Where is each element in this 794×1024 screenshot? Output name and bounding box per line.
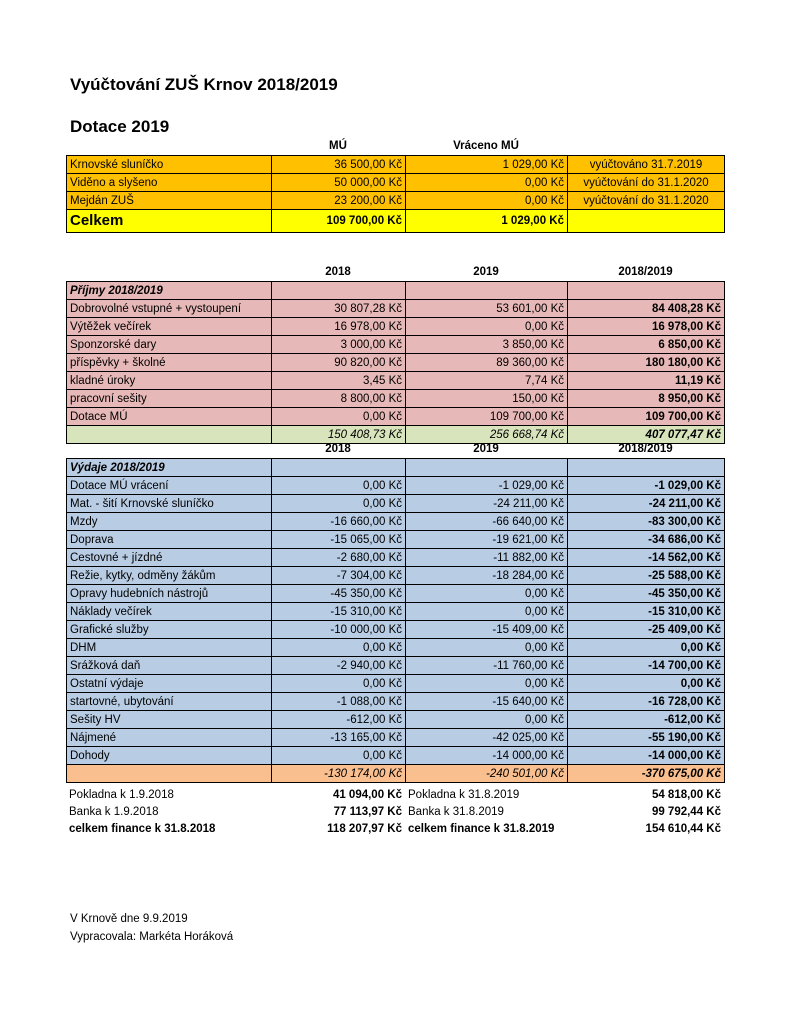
cell-2019: 53 601,00 Kč xyxy=(406,300,568,318)
row-label: Doprava xyxy=(67,531,272,549)
row-label: Srážková daň xyxy=(67,657,272,675)
row-label: DHM xyxy=(67,639,272,657)
cell-2018: 0,00 Kč xyxy=(272,495,406,513)
row-label: Mejdán ZUŠ xyxy=(67,192,272,210)
table-row xyxy=(67,336,725,354)
cell-2018: -15 310,00 Kč xyxy=(272,603,406,621)
cell-note: vyúčtování do 31.1.2020 xyxy=(568,192,725,210)
row-label: Výtěžek večírek xyxy=(67,318,272,336)
cell-2019: 0,00 Kč xyxy=(406,639,568,657)
cell-2018: 90 820,00 Kč xyxy=(272,354,406,372)
finance-value: 41 094,00 Kč xyxy=(332,788,402,801)
cell-total: 6 850,00 Kč xyxy=(568,336,725,354)
header-mu: MÚ xyxy=(329,139,347,152)
cell-2019: -19 621,00 Kč xyxy=(406,531,568,549)
author: Vypracovala: Markéta Horáková xyxy=(70,931,234,943)
prijmy-table xyxy=(66,281,725,444)
section-title: Příjmy 2018/2019 xyxy=(67,282,272,300)
cell-total: 84 408,28 Kč xyxy=(568,300,725,318)
table-row xyxy=(67,693,725,711)
sum-2018: 150 408,73 Kč xyxy=(272,426,406,444)
finance-value: 118 207,97 Kč xyxy=(327,822,402,835)
sum-2018: -130 174,00 Kč xyxy=(272,765,406,783)
section-row xyxy=(67,282,725,300)
table-row xyxy=(67,603,725,621)
finance-label: Banka k 1.9.2018 xyxy=(69,805,159,818)
cell-total: 8 950,00 Kč xyxy=(568,390,725,408)
row-label: Ostatní výdaje xyxy=(67,675,272,693)
table-row xyxy=(67,657,725,675)
finance-summary xyxy=(66,786,724,837)
cell-2019: 89 360,00 Kč xyxy=(406,354,568,372)
header-2018: 2018 xyxy=(325,265,351,278)
cell-2019: 0,00 Kč xyxy=(406,318,568,336)
row-label: Nájmené xyxy=(67,729,272,747)
cell-total: -25 588,00 Kč xyxy=(568,567,725,585)
table-row xyxy=(67,567,725,585)
dotace-body xyxy=(66,155,725,233)
row-label: Viděno a slyšeno xyxy=(67,174,272,192)
cell-total: -34 686,00 Kč xyxy=(568,531,725,549)
row-label: startovné, ubytování xyxy=(67,693,272,711)
cell-mu: 50 000,00 Kč xyxy=(272,174,406,192)
table-row xyxy=(67,495,725,513)
cell-2018: -10 000,00 Kč xyxy=(272,621,406,639)
footer xyxy=(70,910,233,946)
table-row xyxy=(67,372,725,390)
row-label: Dotace MÚ xyxy=(67,408,272,426)
cell-2019: -1 029,00 Kč xyxy=(406,477,568,495)
sum-row xyxy=(67,765,725,783)
finance-row xyxy=(66,786,724,803)
sum-total: -370 675,00 Kč xyxy=(568,765,725,783)
cell-total: -15 310,00 Kč xyxy=(568,603,725,621)
cell-2018: 0,00 Kč xyxy=(272,639,406,657)
row-label: Sponzorské dary xyxy=(67,336,272,354)
cell-2018: 16 978,00 Kč xyxy=(272,318,406,336)
cell-2019: -14 000,00 Kč xyxy=(406,747,568,765)
table-row xyxy=(67,729,725,747)
header-2019: 2019 xyxy=(473,442,499,455)
table-row xyxy=(67,174,725,192)
cell-total: 0,00 Kč xyxy=(568,675,725,693)
cell-total: -14 000,00 Kč xyxy=(568,747,725,765)
dotace-header-row xyxy=(66,137,724,154)
cell-2018: 30 807,28 Kč xyxy=(272,300,406,318)
cell-2018: -1 088,00 Kč xyxy=(272,693,406,711)
place-date: V Krnově dne 9.9.2019 xyxy=(70,913,188,925)
cell-2018: -45 350,00 Kč xyxy=(272,585,406,603)
cell-total: -83 300,00 Kč xyxy=(568,513,725,531)
table-row xyxy=(67,192,725,210)
cell-total: -45 350,00 Kč xyxy=(568,585,725,603)
vydaje-table xyxy=(66,458,725,783)
header-2019: 2019 xyxy=(473,265,499,278)
cell-total: 0,00 Kč xyxy=(568,639,725,657)
row-label: Opravy hudebních nástrojů xyxy=(67,585,272,603)
row-label: Mat. - šití Krnovské sluníčko xyxy=(67,495,272,513)
table-row xyxy=(67,675,725,693)
finance-label: Banka k 31.8.2019 xyxy=(408,805,504,818)
total-mu: 109 700,00 Kč xyxy=(272,210,406,233)
table-row xyxy=(67,318,725,336)
cell-total: 16 978,00 Kč xyxy=(568,318,725,336)
header-2018-2019: 2018/2019 xyxy=(618,265,673,278)
vydaje-header xyxy=(66,440,724,457)
cell-2019: 0,00 Kč xyxy=(406,711,568,729)
finance-value: 77 113,97 Kč xyxy=(333,805,402,818)
cell-total: 11,19 Kč xyxy=(568,372,725,390)
finance-value: 154 610,44 Kč xyxy=(645,822,721,835)
cell-2018: -2 680,00 Kč xyxy=(272,549,406,567)
cell-2018: 0,00 Kč xyxy=(272,477,406,495)
cell-total: -14 562,00 Kč xyxy=(568,549,725,567)
table-row xyxy=(67,354,725,372)
row-label: kladné úroky xyxy=(67,372,272,390)
finance-label: celkem finance k 31.8.2018 xyxy=(69,822,216,835)
cell-2018: 3,45 Kč xyxy=(272,372,406,390)
table-row xyxy=(67,156,725,174)
cell-2018: 0,00 Kč xyxy=(272,747,406,765)
cell-2019: -15 409,00 Kč xyxy=(406,621,568,639)
total-row xyxy=(67,210,725,233)
row-label: Sešity HV xyxy=(67,711,272,729)
sum-2019: -240 501,00 Kč xyxy=(406,765,568,783)
cell-note: vyúčtování do 31.1.2020 xyxy=(568,174,725,192)
finance-label: Pokladna k 31.8.2019 xyxy=(408,788,520,801)
section-row xyxy=(67,459,725,477)
row-label: Dobrovolné vstupné + vystoupení xyxy=(67,300,272,318)
table-row xyxy=(67,747,725,765)
table-row xyxy=(67,549,725,567)
cell-2019: -15 640,00 Kč xyxy=(406,693,568,711)
cell-mu: 36 500,00 Kč xyxy=(272,156,406,174)
cell-total: 109 700,00 Kč xyxy=(568,408,725,426)
cell-2019: -66 640,00 Kč xyxy=(406,513,568,531)
cell-2019: 3 850,00 Kč xyxy=(406,336,568,354)
row-label: Dotace MÚ vrácení xyxy=(67,477,272,495)
cell-2018: -7 304,00 Kč xyxy=(272,567,406,585)
total-label: Celkem xyxy=(67,210,272,233)
cell-2019: -42 025,00 Kč xyxy=(406,729,568,747)
table-row xyxy=(67,531,725,549)
cell-mu: 23 200,00 Kč xyxy=(272,192,406,210)
finance-value: 99 792,44 Kč xyxy=(651,805,721,818)
cell-2018: -15 065,00 Kč xyxy=(272,531,406,549)
header-2018-2019: 2018/2019 xyxy=(618,442,673,455)
cell-2019: 0,00 Kč xyxy=(406,585,568,603)
row-label: Náklady večírek xyxy=(67,603,272,621)
cell-2019: -18 284,00 Kč xyxy=(406,567,568,585)
row-label: příspěvky + školné xyxy=(67,354,272,372)
row-label: Krnovské sluníčko xyxy=(67,156,272,174)
table-row xyxy=(67,711,725,729)
cell-2018: 8 800,00 Kč xyxy=(272,390,406,408)
cell-total: -1 029,00 Kč xyxy=(568,477,725,495)
cell-2019: -24 211,00 Kč xyxy=(406,495,568,513)
row-label: Dohody xyxy=(67,747,272,765)
dotace-heading: Dotace 2019 xyxy=(70,117,170,136)
sum-2019: 256 668,74 Kč xyxy=(406,426,568,444)
finance-row xyxy=(66,820,724,837)
cell-total: -24 211,00 Kč xyxy=(568,495,725,513)
row-label: Cestovné + jízdné xyxy=(67,549,272,567)
section-title: Výdaje 2018/2019 xyxy=(67,459,272,477)
cell-2019: 0,00 Kč xyxy=(406,675,568,693)
finance-label: Pokladna k 1.9.2018 xyxy=(69,788,174,801)
cell-2019: -11 760,00 Kč xyxy=(406,657,568,675)
table-row xyxy=(67,639,725,657)
table-row xyxy=(67,390,725,408)
cell-vraceno: 1 029,00 Kč xyxy=(406,156,568,174)
cell-vraceno: 0,00 Kč xyxy=(406,192,568,210)
finance-row xyxy=(66,803,724,820)
sum-total: 407 077,47 Kč xyxy=(568,426,725,444)
cell-2018: 0,00 Kč xyxy=(272,408,406,426)
row-label: Grafické služby xyxy=(67,621,272,639)
table-row xyxy=(67,408,725,426)
table-row xyxy=(67,300,725,318)
cell-2018: 3 000,00 Kč xyxy=(272,336,406,354)
cell-2018: -612,00 Kč xyxy=(272,711,406,729)
finance-value: 54 818,00 Kč xyxy=(651,788,721,801)
table-row xyxy=(67,621,725,639)
cell-2019: 109 700,00 Kč xyxy=(406,408,568,426)
header-2018: 2018 xyxy=(325,442,351,455)
cell-total: -612,00 Kč xyxy=(568,711,725,729)
cell-2019: 0,00 Kč xyxy=(406,603,568,621)
cell-2018: -13 165,00 Kč xyxy=(272,729,406,747)
row-label: Režie, kytky, odměny žákům xyxy=(67,567,272,585)
cell-total: 180 180,00 Kč xyxy=(568,354,725,372)
table-row xyxy=(67,513,725,531)
cell-total: -14 700,00 Kč xyxy=(568,657,725,675)
cell-2018: 0,00 Kč xyxy=(272,675,406,693)
cell-vraceno: 0,00 Kč xyxy=(406,174,568,192)
dotace-table xyxy=(66,137,724,154)
cell-2019: 7,74 Kč xyxy=(406,372,568,390)
cell-note: vyúčtováno 31.7.2019 xyxy=(568,156,725,174)
cell-2019: 150,00 Kč xyxy=(406,390,568,408)
prijmy-header xyxy=(66,263,724,280)
cell-total: -16 728,00 Kč xyxy=(568,693,725,711)
document-title: Vyúčtování ZUŠ Krnov 2018/2019 xyxy=(70,75,338,94)
total-vraceno: 1 029,00 Kč xyxy=(406,210,568,233)
row-label: pracovní sešity xyxy=(67,390,272,408)
cell-2019: -11 882,00 Kč xyxy=(406,549,568,567)
cell-2018: -16 660,00 Kč xyxy=(272,513,406,531)
cell-total: -25 409,00 Kč xyxy=(568,621,725,639)
table-row xyxy=(67,477,725,495)
header-vraceno: Vráceno MÚ xyxy=(453,139,519,152)
finance-label: celkem finance k 31.8.2019 xyxy=(408,822,555,835)
table-row xyxy=(67,585,725,603)
row-label: Mzdy xyxy=(67,513,272,531)
cell-2018: -2 940,00 Kč xyxy=(272,657,406,675)
cell-total: -55 190,00 Kč xyxy=(568,729,725,747)
